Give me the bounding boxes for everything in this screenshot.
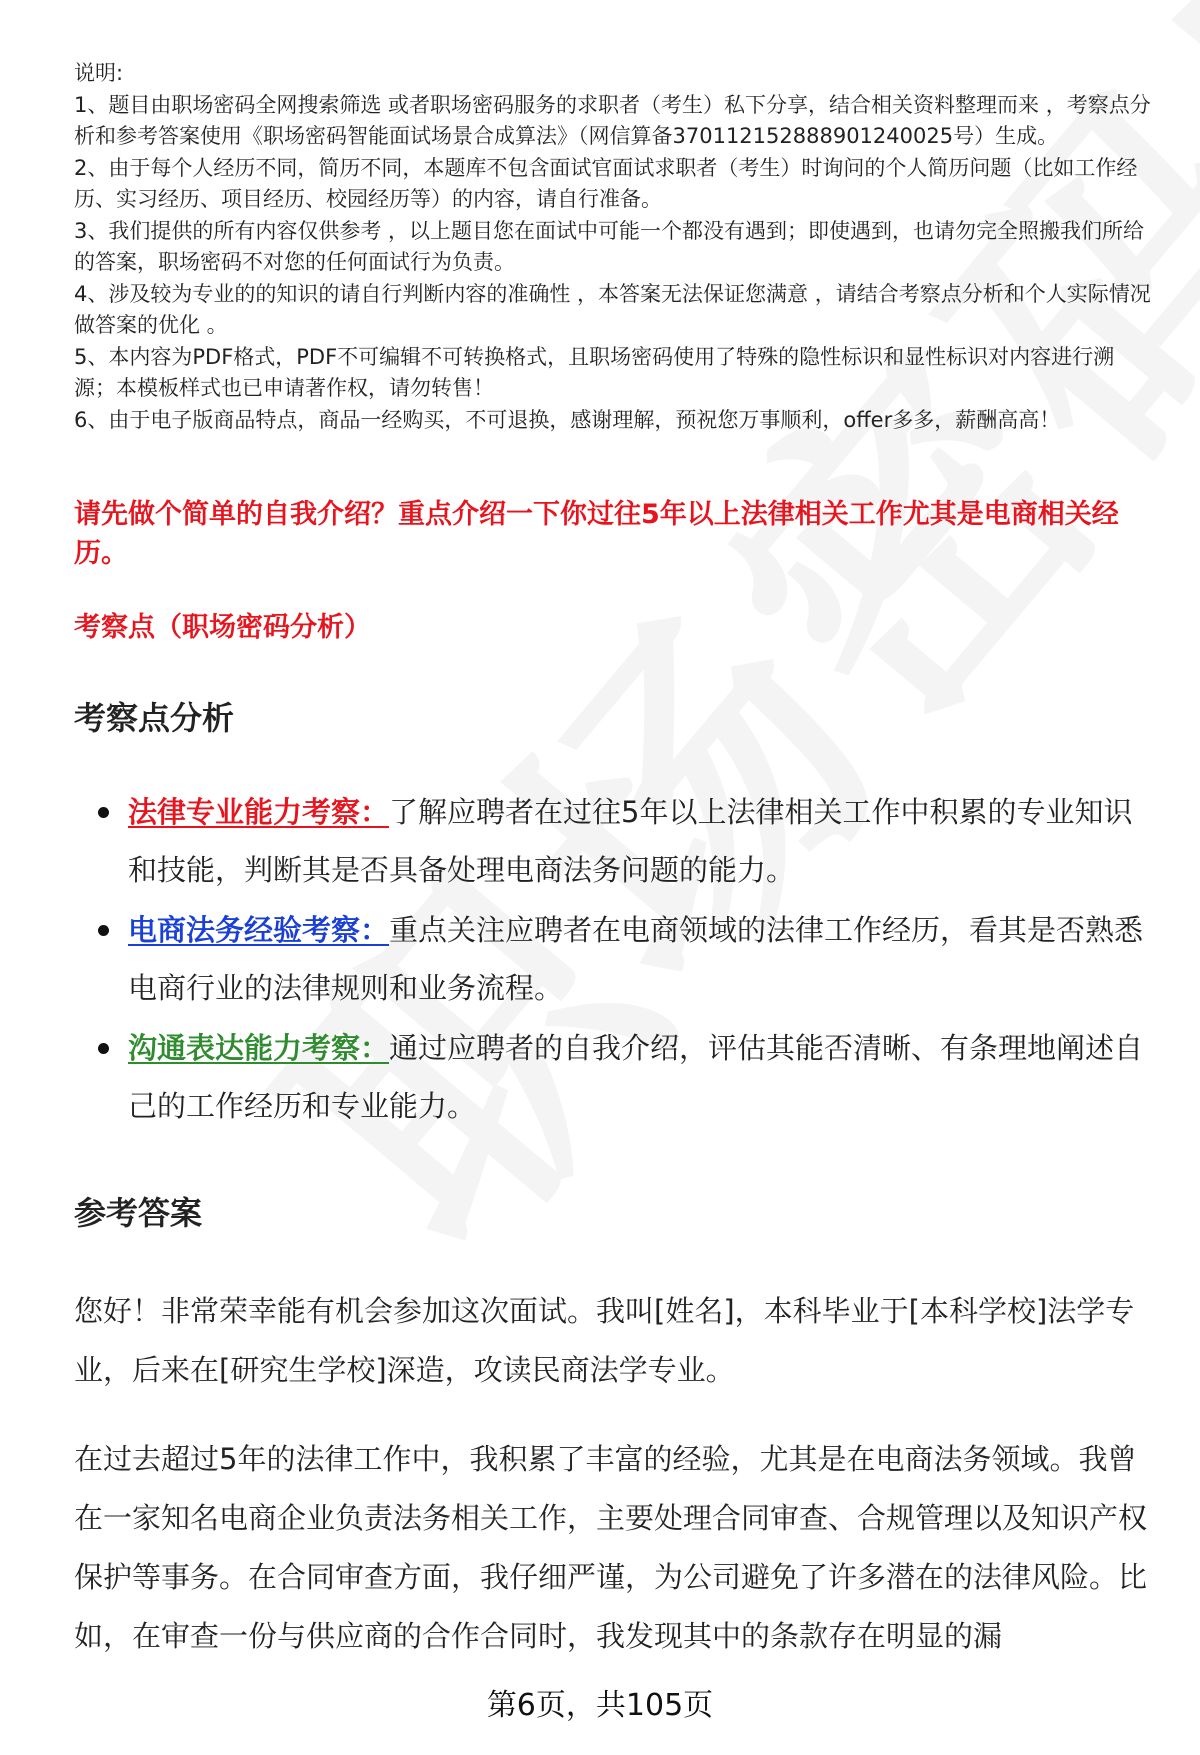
analysis-text: 重点关注应聘者在电商领域的法律工作经历，看其是否熟悉电商行业的法律规则和业务流程。 bbox=[128, 913, 1144, 1005]
notes-item: 3、我们提供的所有内容仅供参考 ，以上题目您在面试中可能一个都没有遇到；即使遇到，也请勿完全照搬我们所给的答案，职场密码不对您的任何面试行为负责。 bbox=[74, 218, 1145, 274]
answer-paragraph: 您好！非常荣幸能有机会参加这次面试。我叫[姓名]，本科毕业于[本科学校]法学专业，后来在[研究生学校]深造，攻读民商法学专业。 bbox=[74, 1294, 1135, 1387]
analysis-item bbox=[74, 901, 1154, 1017]
page-number: 第6页，共105页 bbox=[486, 1688, 714, 1723]
notes-item: 5、本内容为PDF格式，PDF不可编辑不可转换格式，且职场密码使用了特殊的隐性标识和显性标识对内容进行溯源；本模板样式也已申请著作权，请勿转售！ bbox=[74, 344, 1115, 400]
analysis-item bbox=[74, 783, 1154, 899]
analysis-heading: 考察点分析 bbox=[74, 699, 235, 737]
notes-section bbox=[74, 58, 1154, 436]
interview-question: 请先做个简单的自我介绍？重点介绍一下你过往5年以上法律相关工作尤其是电商相关经历。 bbox=[74, 499, 1119, 569]
analysis-item bbox=[74, 1019, 1154, 1135]
notes-item: 2、由于每个人经历不同，简历不同，本题库不包含面试官面试求职者（考生）时询问的个人简历问题（比如工作经历、实习经历、项目经历、校园经历等）的内容，请自行准备。 bbox=[74, 155, 1138, 211]
answer-heading: 参考答案 bbox=[74, 1194, 203, 1232]
bullet-dot-icon bbox=[98, 1043, 109, 1054]
kaocha-label: 考察点（职场密码分析） bbox=[74, 612, 371, 643]
answer-paragraph: 在过去超过5年的法律工作中，我积累了丰富的经验，尤其是在电商法务领域。我曾在一家知名电商企业负责法务相关工作，主要处理合同审查、合规管理以及知识产权保护等事务。在合同审查方面，我仔细严谨，为公司避免了许多潜在的法律风险。比如，在审查一份与供应商的合作合同时，我发现其中的条款存在明显的漏 bbox=[74, 1442, 1148, 1653]
bullet-dot-icon bbox=[98, 925, 109, 936]
analysis-list bbox=[74, 783, 1154, 1137]
analysis-text: 通过应聘者的自我介绍，评估其能否清晰、有条理地阐述自己的工作经历和专业能力。 bbox=[128, 1031, 1144, 1123]
notes-item: 6、由于电子版商品特点，商品一经购买，不可退换，感谢理解，预祝您万事顺利，offer多多，薪酬高高！ bbox=[74, 407, 1061, 432]
bullet-dot-icon bbox=[98, 807, 109, 818]
analysis-text: 了解应聘者在过往5年以上法律相关工作中积累的专业知识和技能，判断其是否具备处理电商法务问题的能力。 bbox=[128, 795, 1133, 887]
analysis-keyword: 法律专业能力考察： bbox=[128, 795, 390, 829]
analysis-keyword: 电商法务经验考察： bbox=[128, 913, 390, 947]
notes-item: 4、涉及较为专业的的知识的请自行判断内容的准确性 ，本答案无法保证您满意 ，请结合考察点分析和个人实际情况做答案的优化 。 bbox=[74, 281, 1151, 337]
notes-item: 1、题目由职场密码全网搜索筛选 或者职场密码服务的求职者（考生）私下分享，结合相关资料整理而来 ，考察点分析和参考答案使用《职场密码智能面试场景合成算法》（网信算备370112152888901240025号）生成。 bbox=[74, 92, 1151, 148]
notes-heading: 说明: bbox=[74, 61, 124, 85]
analysis-keyword: 沟通表达能力考察： bbox=[128, 1031, 390, 1065]
